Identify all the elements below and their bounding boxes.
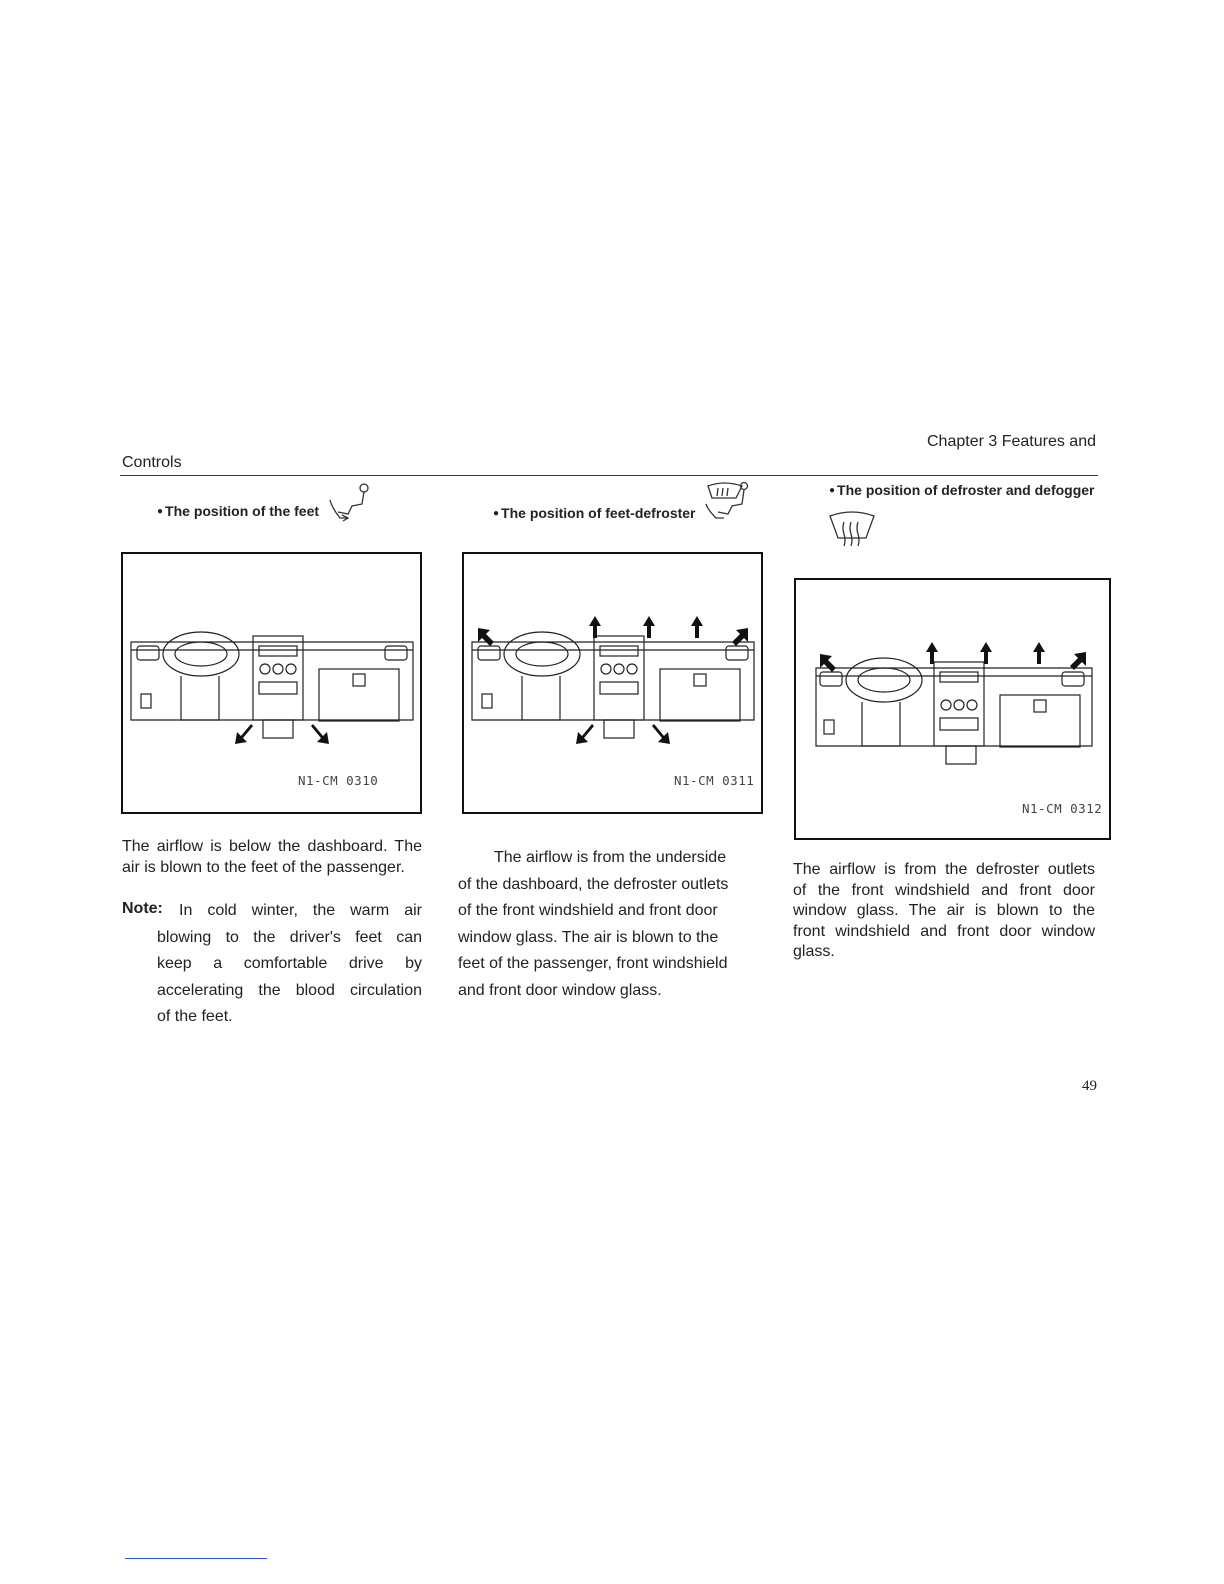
defroster-icon bbox=[826, 510, 878, 552]
heading-feet-defroster: ● The position of feet-defroster bbox=[493, 505, 696, 521]
figure-feet-defroster bbox=[462, 552, 763, 814]
note-text: In cold winter, the warm air blowing to the driver's feet can keep a comfortable drive by accelerating the blood circulation of the feet. bbox=[157, 902, 422, 1026]
bullet-icon: ● bbox=[829, 485, 836, 496]
figure-code: N1-CM 0311 bbox=[674, 773, 755, 788]
section-title: Controls bbox=[122, 454, 182, 471]
figure-feet bbox=[121, 552, 422, 814]
heading-defroster: ● The position of defroster and defogger bbox=[829, 482, 1095, 498]
paragraph-feet: The airflow is below the dashboard. The air is blown to the feet of the passenger. bbox=[122, 838, 422, 876]
figure-code: N1-CM 0310 bbox=[298, 773, 379, 788]
figure-code: N1-CM 0312 bbox=[1022, 801, 1103, 816]
bullet-icon: ● bbox=[493, 508, 500, 519]
note-label: Note: bbox=[122, 900, 163, 917]
bullet-icon: ● bbox=[157, 506, 164, 517]
feet-airflow-icon bbox=[326, 482, 374, 522]
header-divider bbox=[120, 475, 1098, 476]
paragraph-feet-defroster: The airflow is from the underside of the dashboard, the defroster outlets of the front windshield and front door window glass. The air is blown to the feet of the passenger, front windshield and front door window glass. bbox=[458, 849, 729, 999]
chapter-title: Chapter 3 Features and bbox=[927, 433, 1096, 450]
figure-defroster bbox=[794, 578, 1111, 840]
heading-feet: ● The position of the feet bbox=[157, 503, 320, 519]
feet-defroster-icon bbox=[702, 480, 752, 522]
paragraph-defroster: The airflow is from the defroster outlets of the front windshield and front door window glass. The air is blown to the front windshield and front door window glass. bbox=[793, 861, 1095, 960]
footer-link-line bbox=[125, 1558, 267, 1559]
dashboard-illustration bbox=[796, 580, 1109, 838]
page-number: 49 bbox=[1082, 1078, 1097, 1094]
